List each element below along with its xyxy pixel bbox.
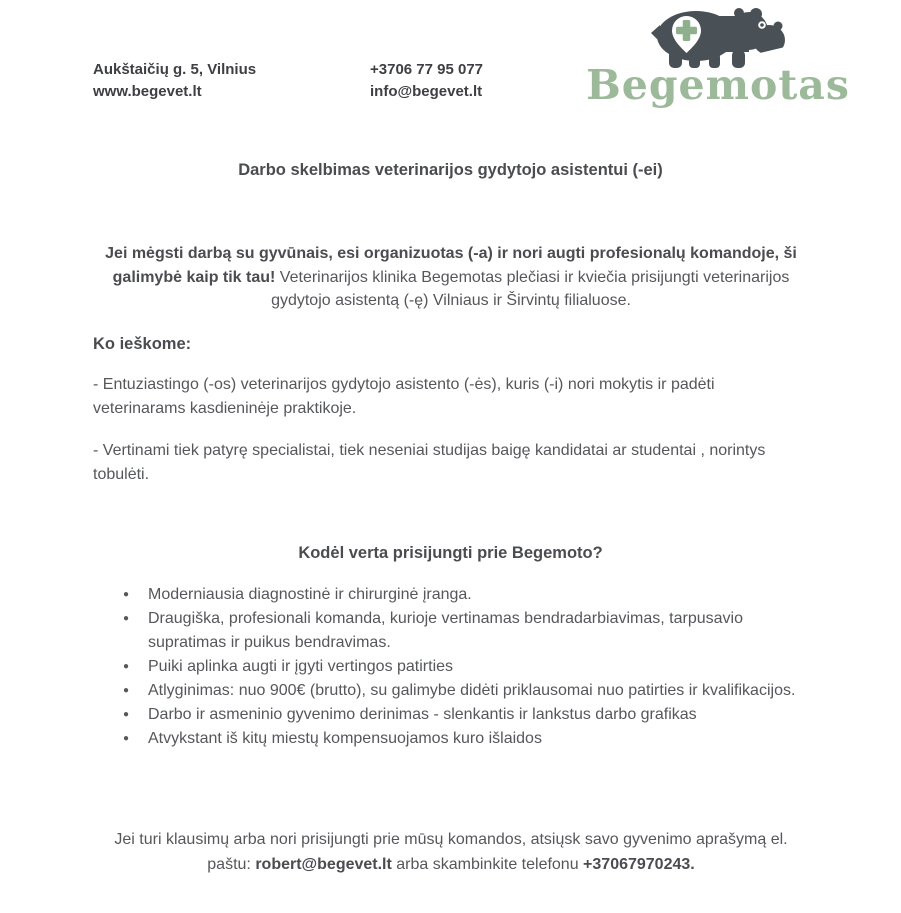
footer-note [92,827,810,877]
contact-email: robert@begevet.lt [255,856,392,873]
page-title: Darbo skelbimas veterinarijos gydytojo asistentui (-ei) [238,161,663,179]
clinic-email: info@begevet.lt [370,83,483,100]
clinic-phone-block [370,59,483,103]
benefit-item: ● Draugiška, profesionali komanda, kurioje vertinamas bendradarbiavimas, tarpusavio supratimas ir puikus bendravimas. [93,607,805,655]
intro-regular-text: Veterinarijos klinika Begemotas plečiasi ir kviečia prisijungti veterinarijos gydytojo asistentą (-ę) Vilniaus ir Širvintų filialuose. [271,268,790,309]
intro-bold-text: Jei mėgsti darbą su gyvūnais, esi organizuotas (-a) ir nori augti profesionalų komandoje, ši galimybė kaip tik tau! [105,245,797,286]
benefit-item: ● Moderniausia diagnostinė ir chirurginė įranga. [93,583,805,607]
clinic-phone: +3706 77 95 077 [370,61,484,78]
clinic-website: www.begevet.lt [93,83,202,100]
section-heading-benefits: Kodėl verta prisijungti prie Begemoto? [298,544,603,562]
hippo-logo-icon [572,6,864,69]
footer-text-before: Jei turi klausimų arba nori prisijungti prie mūsų komandos, atsiųsk savo gyvenimo aprašymą el. paštu: [114,831,788,873]
benefit-item: ● Puiki aplinka augti ir įgyti vertingos patirties [93,655,805,679]
requirement-item: - Entuziastingo (-os) veterinarijos gydytojo asistento (-ės), kuris (-i) nori mokytis ir padėti veterinarams kasdieninėje praktikoje. [93,376,715,417]
benefit-item: ● Darbo ir asmeninio gyvenimo derinimas - slenkantis ir lankstus darbo grafikas [93,703,805,727]
clinic-address: Aukštaičių g. 5, Vilnius [93,61,257,78]
contact-phone: +37067970243. [583,856,695,873]
benefit-item: ● Atvykstant iš kitų miestų kompensuojamos kuro išlaidos [93,727,805,751]
benefit-item: ● Atlyginimas: nuo 900€ (brutto), su galimybe didėti priklausomai nuo patirties ir kvalifikacijos. [93,679,805,703]
requirement-item: - Vertinami tiek patyrę specialistai, tiek neseniai studijas baigę kandidatai ar studentai , norintys tobulėti. [93,442,766,483]
footer-text-middle: arba skambinkite telefonu [391,856,584,873]
brand-name: Begemotas [586,61,850,109]
section-heading-looking-for: Ko ieškome: [93,335,192,353]
benefits-list [93,583,805,751]
clinic-contact-block [93,59,256,103]
logo [572,6,864,107]
intro-paragraph [92,242,810,313]
